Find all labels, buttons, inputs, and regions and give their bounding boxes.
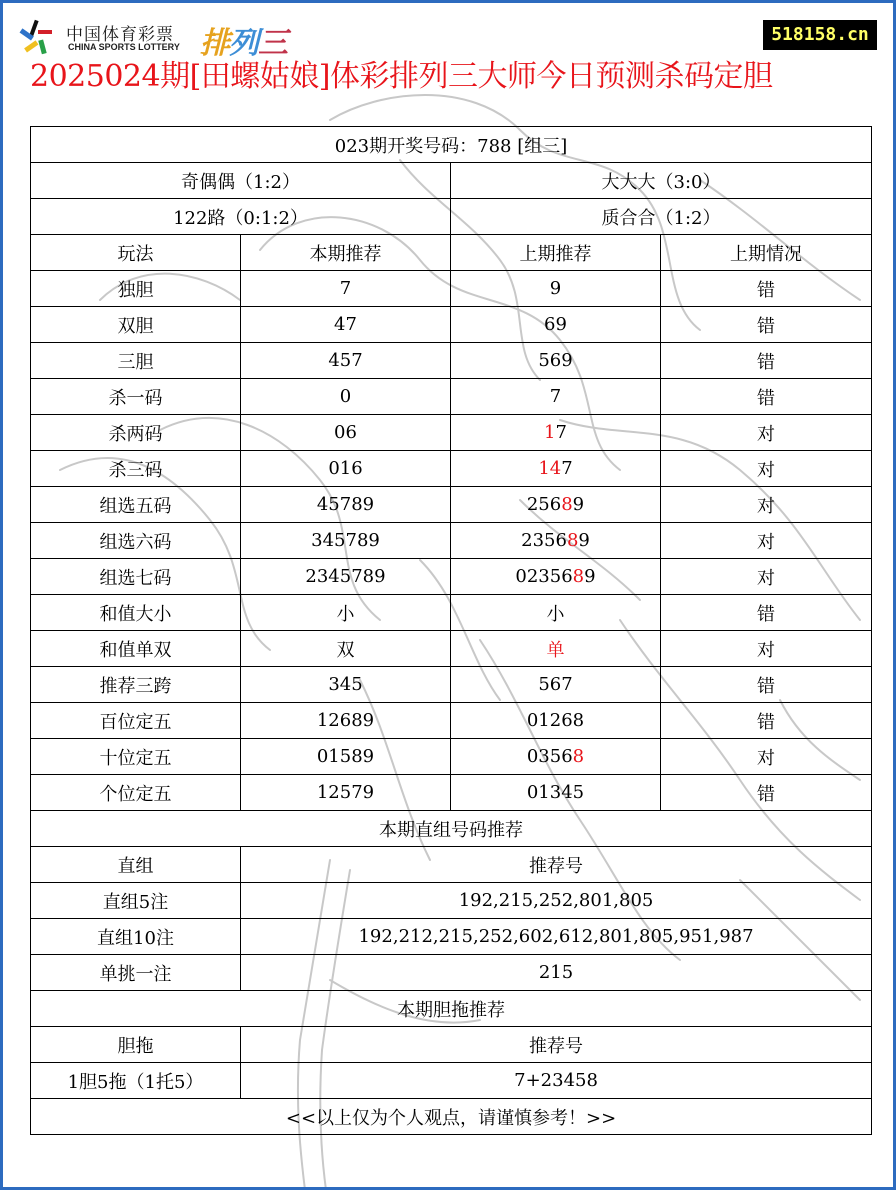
direct-label: 直组10注: [31, 919, 241, 955]
disclaimer-row: [31, 1099, 872, 1135]
current-recommendation: 45789: [241, 487, 451, 523]
logo-english-text: CHINA SPORTS LOTTERY: [68, 42, 180, 52]
previous-result: 对: [661, 451, 872, 487]
previous-recommendation: [451, 343, 661, 379]
dantuo-label: 1胆5拖（1托5）: [31, 1063, 241, 1099]
previous-recommendation: [451, 307, 661, 343]
table-row: [31, 307, 872, 343]
digits: 7: [561, 458, 573, 479]
current-recommendation: 0: [241, 379, 451, 415]
column-header-play: 玩法: [31, 235, 241, 271]
direct-label: 直组5注: [31, 883, 241, 919]
product-char: 三: [258, 26, 287, 61]
prediction-table: [30, 126, 872, 1135]
current-recommendation: 47: [241, 307, 451, 343]
previous-result: 对: [661, 559, 872, 595]
site-domain-badge[interactable]: 518158.cn: [763, 20, 877, 50]
current-recommendation: 12689: [241, 703, 451, 739]
previous-result: 对: [661, 523, 872, 559]
big-small-pattern: 大大大（3:0）: [451, 163, 872, 199]
table-row: [31, 667, 872, 703]
draw-result: 023期开奖号码：788 [组三]: [31, 127, 872, 163]
previous-result: 错: [661, 307, 872, 343]
current-recommendation: 457: [241, 343, 451, 379]
previous-recommendation: [451, 631, 661, 667]
digits: 567: [538, 674, 573, 695]
digits: 小: [546, 603, 565, 625]
odd-even-pattern: 奇偶偶（1:2）: [31, 163, 451, 199]
summary-row: [31, 199, 872, 235]
table-row: [31, 775, 872, 811]
prime-composite-pattern: 质合合（1:2）: [451, 199, 872, 235]
product-name-pailie3: [200, 18, 287, 62]
page-title: 2025024期[田螺姑娘]体彩排列三大师今日预测杀码定胆: [30, 59, 773, 94]
table-row: [31, 883, 872, 919]
product-char: 列: [229, 26, 258, 61]
previous-recommendation: [451, 487, 661, 523]
play-type: 组选五码: [31, 487, 241, 523]
table-row: [31, 631, 872, 667]
digits: 7: [555, 422, 567, 443]
page-header: [0, 0, 896, 100]
digits: 69: [544, 314, 567, 335]
hit-digits: 单: [546, 639, 565, 661]
play-type: 杀一码: [31, 379, 241, 415]
current-recommendation: 01589: [241, 739, 451, 775]
current-recommendation: 双: [241, 631, 451, 667]
current-recommendation: 7: [241, 271, 451, 307]
section-title-row: [31, 811, 872, 847]
play-type: 和值大小: [31, 595, 241, 631]
table-row: [31, 955, 872, 991]
dantuo-section-title: 本期胆拖推荐: [31, 991, 872, 1027]
lottery-star-icon: [18, 18, 58, 58]
play-type: 杀两码: [31, 415, 241, 451]
table-row: [31, 379, 872, 415]
column-header-result: 上期情况: [661, 235, 872, 271]
digits: 01345: [526, 782, 585, 803]
column-header-direct: 直组: [31, 847, 241, 883]
play-type: 三胆: [31, 343, 241, 379]
previous-result: 对: [661, 739, 872, 775]
digits: 01268: [526, 710, 585, 731]
section-title-row: [31, 991, 872, 1027]
play-type: 和值单双: [31, 631, 241, 667]
column-header-current: 本期推荐: [241, 235, 451, 271]
draw-result-row: [31, 127, 872, 163]
play-type: 个位定五: [31, 775, 241, 811]
hit-digits: 8: [566, 530, 579, 551]
current-recommendation: 345789: [241, 523, 451, 559]
direct-label: 单挑一注: [31, 955, 241, 991]
column-header-dantuo: 胆拖: [31, 1027, 241, 1063]
table-row: [31, 559, 872, 595]
digits: 02356: [515, 566, 573, 587]
logo-chinese-text: 中国体育彩票: [66, 25, 174, 45]
product-char: 排: [200, 26, 229, 61]
previous-recommendation: [451, 271, 661, 307]
previous-recommendation: [451, 595, 661, 631]
play-type: 杀三码: [31, 451, 241, 487]
direct-value: 192,215,252,801,805: [241, 883, 872, 919]
hit-digits: 8: [572, 746, 585, 767]
table-row: [31, 415, 872, 451]
table-header-row: [31, 235, 872, 271]
digits: 569: [538, 350, 573, 371]
previous-recommendation: [451, 775, 661, 811]
table-row: [31, 1063, 872, 1099]
table-row: [31, 739, 872, 775]
current-recommendation: 06: [241, 415, 451, 451]
digits: 256: [526, 494, 562, 515]
previous-recommendation: [451, 667, 661, 703]
previous-recommendation: [451, 559, 661, 595]
previous-result: 错: [661, 703, 872, 739]
current-recommendation: 016: [241, 451, 451, 487]
previous-result: 错: [661, 271, 872, 307]
hit-digits: 8: [572, 566, 585, 587]
previous-recommendation: [451, 451, 661, 487]
hit-digits: 1: [544, 422, 556, 443]
table-row: [31, 919, 872, 955]
previous-result: 对: [661, 415, 872, 451]
previous-recommendation: [451, 415, 661, 451]
column-header-recommend: 推荐号: [241, 847, 872, 883]
table-row: [31, 595, 872, 631]
previous-result: 错: [661, 667, 872, 703]
play-type: 推荐三跨: [31, 667, 241, 703]
hit-digits: 14: [538, 458, 562, 479]
previous-recommendation: [451, 523, 661, 559]
summary-row: [31, 163, 872, 199]
previous-recommendation: [451, 739, 661, 775]
current-recommendation: 345: [241, 667, 451, 703]
digits: 7: [549, 386, 562, 407]
current-recommendation: 2345789: [241, 559, 451, 595]
play-type: 十位定五: [31, 739, 241, 775]
current-recommendation: 小: [241, 595, 451, 631]
digits: 9: [572, 494, 585, 515]
digits: 2356: [521, 530, 567, 551]
route-012-pattern: 122路（0:1:2）: [31, 199, 451, 235]
direct-value: 215: [241, 955, 872, 991]
play-type: 百位定五: [31, 703, 241, 739]
previous-result: 错: [661, 775, 872, 811]
digits: 9: [584, 566, 596, 587]
play-type: 双胆: [31, 307, 241, 343]
table-header-row: [31, 1027, 872, 1063]
previous-recommendation: [451, 379, 661, 415]
current-recommendation: 12579: [241, 775, 451, 811]
table-row: [31, 703, 872, 739]
table-row: [31, 523, 872, 559]
disclaimer-text: <<以上仅为个人观点，请谨慎参考！>>: [31, 1099, 872, 1135]
digits: 9: [578, 530, 590, 551]
direct-value: 192,212,215,252,602,612,801,805,951,987: [241, 919, 872, 955]
previous-result: 对: [661, 631, 872, 667]
china-sports-lottery-logo: [18, 18, 318, 61]
table-header-row: [31, 847, 872, 883]
hit-digits: 8: [561, 494, 573, 515]
previous-result: 错: [661, 595, 872, 631]
table-row: [31, 271, 872, 307]
direct-section-title: 本期直组号码推荐: [31, 811, 872, 847]
dantuo-value: 7+23458: [241, 1063, 872, 1099]
column-header-recommend: 推荐号: [241, 1027, 872, 1063]
digits: 0356: [526, 746, 573, 767]
column-header-previous: 上期推荐: [451, 235, 661, 271]
table-row: [31, 487, 872, 523]
previous-recommendation: [451, 703, 661, 739]
play-type: 组选六码: [31, 523, 241, 559]
previous-result: 错: [661, 343, 872, 379]
previous-result: 对: [661, 487, 872, 523]
table-row: [31, 451, 872, 487]
play-type: 独胆: [31, 271, 241, 307]
table-row: [31, 343, 872, 379]
play-type: 组选七码: [31, 559, 241, 595]
digits: 9: [549, 278, 562, 299]
previous-result: 错: [661, 379, 872, 415]
